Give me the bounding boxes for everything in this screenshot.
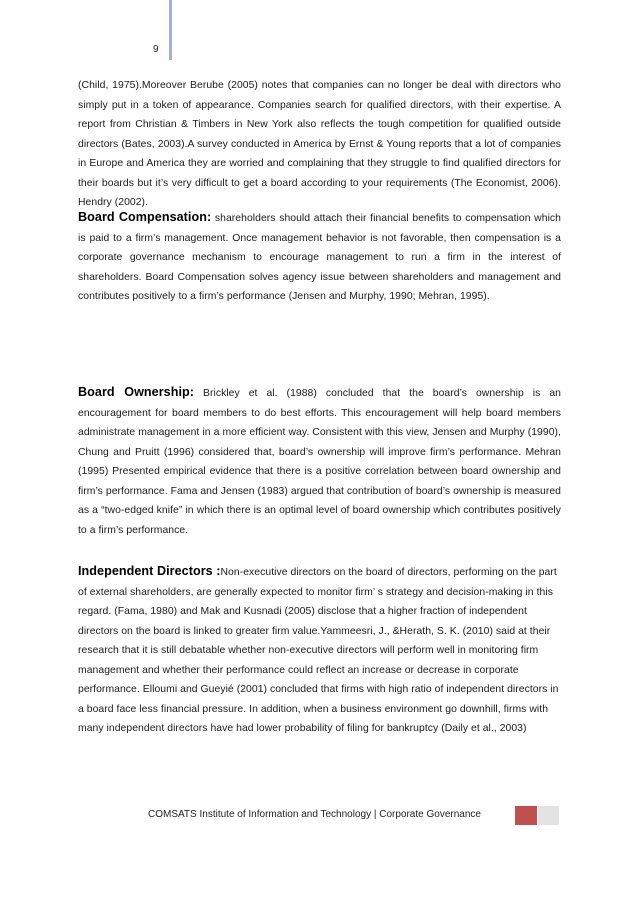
paragraph-body	[78, 383, 561, 540]
footer-grey-block	[538, 806, 559, 825]
paragraph-body	[78, 208, 561, 307]
header-vertical-rule	[169, 0, 172, 60]
section-heading-board-ownership: Board Ownership:	[78, 385, 194, 399]
section-independent-directors	[78, 562, 561, 739]
footer-text: COMSATS Institute of Information and Technology | Corporate Governance	[148, 809, 481, 820]
section-heading-board-compensation: Board Compensation:	[78, 210, 212, 224]
paragraph-text: Brickley et al. (1988) concluded that the board’s ownership is an encouragement for board members to do best efforts. This encouragement will help board members administrate management in a more efficient way. Consistent with this view, Jensen and Murphy (1990), Chung and Pruitt (1996) considered that, board’s ownership will improve firm’s performance. Mehran (1995) Presented empirical evidence that there is a positive correlation between board ownership and firm’s performance. Fama and Jensen (1983) argued that contribution of board’s ownership is measured as a “two-edged knife” in which there is an optimal level of board ownership which contributes positively to a firm’s performance.	[78, 388, 561, 536]
paragraph-text: shareholders should attach their financial benefits to compensation which is paid to a firm’s management. Once management behavior is not favorable, then compensation is a corporate governance mechanism to encourage management to run a firm in the interest of shareholders. Board Compensation solves agency issue between shareholders and management and contributes positively to a firm’s performance (Jensen and Murphy, 1990; Mehran, 1995).	[78, 213, 562, 302]
section-heading-independent-directors: Independent Directors :	[78, 564, 221, 578]
section-board-compensation	[78, 208, 561, 307]
page-number: 9	[153, 44, 159, 55]
paragraph-text: (Child, 1975).Moreover Berube (2005) notes that companies can no longer be deal with directors who simply put in a token of appearance. Companies search for qualified directors, with their expertise. A report from Christian & Timbers in New York also reflects the tough competition for qualified outside directors (Bates, 2003).A survey conducted in America by Ernst & Young reports that a lot of companies in Europe and America they are worried and complaining that they struggle to find qualified directors for their boards but it’s very difficult to get a board according to your requirements (The Economist, 2006). Hendry (2002).	[78, 80, 561, 208]
paragraph-board-qualification	[78, 76, 561, 213]
footer-accent-block	[515, 806, 537, 825]
paragraph-body	[78, 562, 561, 739]
section-board-ownership	[78, 383, 561, 540]
paragraph-text: Non-executive directors on the board of directors, performing on the part of external shareholders, are generally expected to monitor firm’ s strategy and decision-making in this regard. (Fama, 1980) and Mak and Kusnadi (2005) disclose that a higher fraction of independent directors on the board is linked to greater firm value.Yammeesri, J., &Herath, S. K. (2010) said at their research that it is still debatable whether non-executive directors will perform well in monitoring firm management and whether their performance could reflect an increase or decrease in corporate performance. Elloumi and Gueyié (2001) concluded that firms with high ratio of independent directors in a board face less financial pressure. In addition, when a business environment go downhill, firms with many independent directors have had lower probability of filing for bankruptcy (Daily et al., 2003)	[78, 567, 559, 734]
